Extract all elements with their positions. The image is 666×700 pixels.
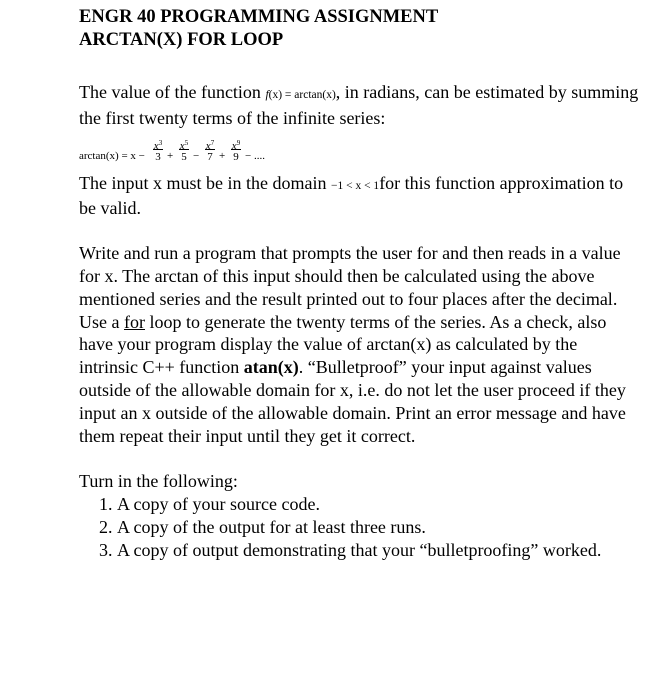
term-3-operator: + — [219, 149, 226, 162]
term-4-exponent: 9 — [236, 138, 241, 147]
turn-in-list — [79, 493, 639, 561]
term-3-denominator: 7 — [207, 150, 213, 163]
instructions-part-2: loop to generate the twenty terms of the series. As a check, also have your program display the value of arctan(x) as calculated by the intrinsic C++ function — [79, 311, 607, 378]
list-item-number: 2. — [99, 516, 113, 537]
assignment-document — [79, 6, 639, 562]
intro-paragraph — [79, 81, 639, 130]
term-2-exponent: 5 — [184, 138, 189, 147]
term-4-operator: − .... — [245, 149, 265, 162]
domain-paragraph — [79, 172, 639, 221]
intro-text-before: The value of the function — [79, 82, 266, 102]
term-4-denominator: 9 — [233, 150, 239, 163]
list-item — [79, 516, 639, 539]
series-lhs: arctan(x) = x − — [79, 149, 145, 162]
term-4-var: x — [231, 139, 237, 152]
function-definition: (x) = arctan(x) — [268, 89, 336, 101]
turn-in-heading: Turn in the following: — [79, 471, 238, 492]
list-item-text: A copy of your source code. — [117, 494, 320, 515]
domain-inequality: −1 < x < 1 — [330, 179, 380, 192]
term-3-var: x — [205, 139, 211, 152]
document-title — [79, 6, 639, 52]
term-2-var: x — [179, 139, 185, 152]
term-1-operator: + — [167, 149, 174, 162]
list-item-number: 3. — [99, 539, 113, 560]
for-keyword: for — [123, 311, 145, 332]
term-3-exponent: 7 — [210, 138, 215, 147]
list-item — [79, 539, 639, 562]
atan-function-name: atan(x) — [243, 357, 299, 378]
instructions-part-1: Write and run a program that prompts the user for and then reads in a value for x. The arctan of this input should then be calculated using the above mentioned series and the result printed out to four places after the decimal. Use a — [79, 243, 621, 332]
list-item — [79, 493, 639, 516]
term-2-denominator: 5 — [181, 150, 187, 163]
series-formula — [79, 132, 639, 172]
series-term-4 — [230, 137, 242, 163]
term-2-operator: − — [193, 149, 200, 162]
intro-text-after: , in radians, can be estimated by summing the first twenty terms of the infinite series: — [79, 82, 639, 128]
function-symbol: f — [265, 89, 269, 101]
title-line-1: ENGR 40 PROGRAMMING ASSIGNMENT — [79, 7, 439, 27]
term-1-denominator: 3 — [155, 150, 161, 163]
instructions-part-3: . “Bulletproof” your input against values outside of the allowable domain for x, i.e. do not let the user proceed if they input an x outside of the allowable domain. Print an error message and have them repeat their input until they get it correct. — [79, 357, 626, 446]
list-item-text: A copy of output demonstrating that your “bulletproofing” worked. — [117, 539, 602, 560]
term-1-exponent: 3 — [158, 138, 163, 147]
series-term-3 — [204, 137, 216, 163]
term-1-var: x — [153, 139, 159, 152]
function-formula — [265, 89, 335, 101]
title-line-2: ARCTAN(X) FOR LOOP — [79, 30, 284, 50]
domain-text-after: for this function approximation to be valid. — [79, 172, 624, 219]
list-item-number: 1. — [99, 494, 113, 515]
domain-text-before: The input x must be in the domain — [79, 172, 331, 193]
series-term-2 — [178, 137, 190, 163]
list-item-text: A copy of the output for at least three runs. — [117, 516, 426, 537]
series-term-1 — [152, 137, 164, 163]
instructions-paragraph — [79, 242, 639, 447]
